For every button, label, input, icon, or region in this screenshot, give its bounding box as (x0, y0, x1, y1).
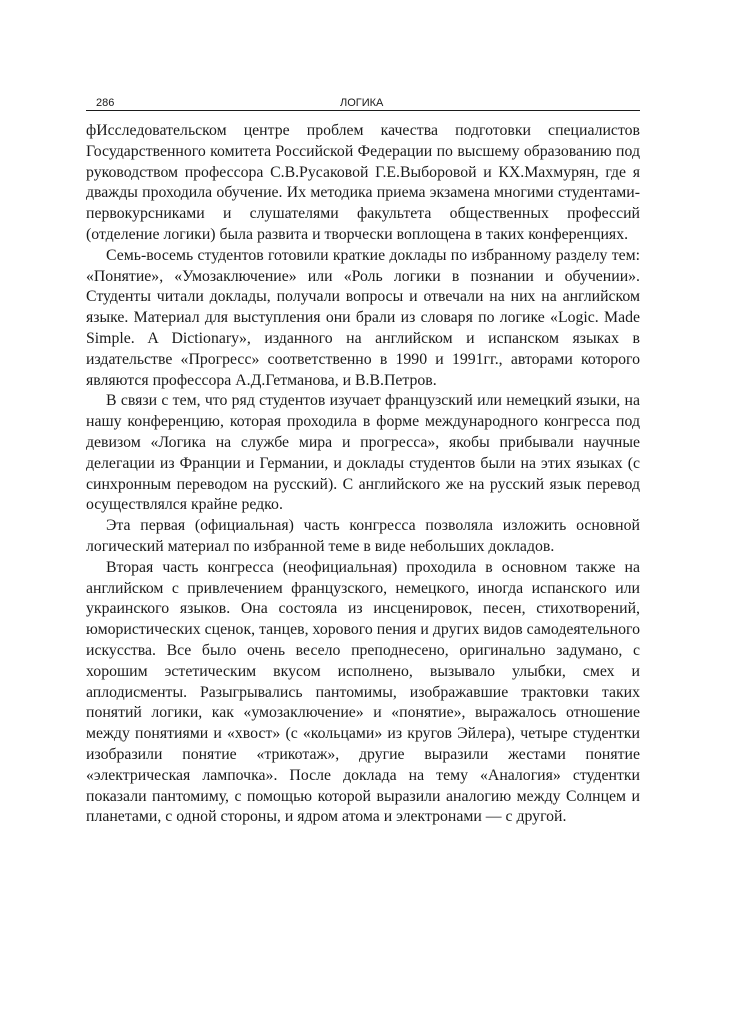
paragraph-1: фИсследовательском центре проблем качества подготовки специалистов Государственного комитета Российской Федерации по высшему образованию под руководством профессора С.В.Русаковой Г.Е.Выборовой и КХ.Махмурян, где я дважды проходила обучение. Их методика приема экзамена многими студентами-первокурсниками и слушателями факультета общественных профессий (отделение логики) была развита и творчески воплощена в таких конференциях. (86, 122, 640, 243)
page-header (86, 96, 640, 111)
paragraph-3: В связи с тем, что ряд студентов изучает французский или немецкий языки, на нашу конференцию, которая проходила в форме международного конгресса под девизом «Логика на службе мира и прогресса», якобы прибывали научные делегации из Франции и Германии, и доклады студентов были на этих языках (с синхронным переводом на русский). С английского же на русский язык перевод осуществлялся крайне редко. (86, 392, 640, 514)
paragraph-4: Эта первая (официальная) часть конгресса позволяла изложить основной логический материал по избранной теме в виде небольших докладов. (86, 517, 640, 555)
paragraph-2: Семь-восемь студентов готовили краткие доклады по избранному разделу тем: «Понятие», «Умозаключение» или «Роль логики в познании и обучении». Студенты читали доклады, получали вопросы и отвечали на них на английском языке. Материал для выступления они брали из словаря по логике «Logic. Made Simple. A Dictionary», изданного на английском и испанском языках в издательстве «Прогресс» соответственно в 1990 и 1991гг., авторами которого являются профессора А.Д.Гетманова, и В.В.Петров. (86, 246, 640, 389)
body-text (86, 121, 640, 828)
page-number: 286 (96, 97, 115, 109)
running-title: ЛОГИКА (340, 97, 384, 109)
paragraph-5: Вторая часть конгресса (неофициальная) проходила в основном также на английском с привлечением французского, немецкого, иногда испанского или украинского языков. Она состояла из инсценировок, песен, стихотворений, юмористических сценок, танцев, хорового пения и других видов самодеятельного искусства. Все было очень весело преподнесено, оригинально задумано, с хорошим эстетическим вкусом исполнено, вызывало улыбки, смех и аплодисменты. Разыгрывались пантомимы, изображавшие трактовки таких понятий логики, как «умозаключение» и «понятие», выражалось отношение между понятиями и «хвост» (с «кольцами» из кругов Эйлера), четыре студентки изобразили понятие «трикотаж», другие выразили жестами понятие «электрическая лампочка». После доклада на тему «Аналогия» студентки показали пантомиму, с помощью которой выразили аналогию между Солнцем и планетами, с одной стороны, и ядром атома и электронами — с другой. (86, 558, 640, 826)
